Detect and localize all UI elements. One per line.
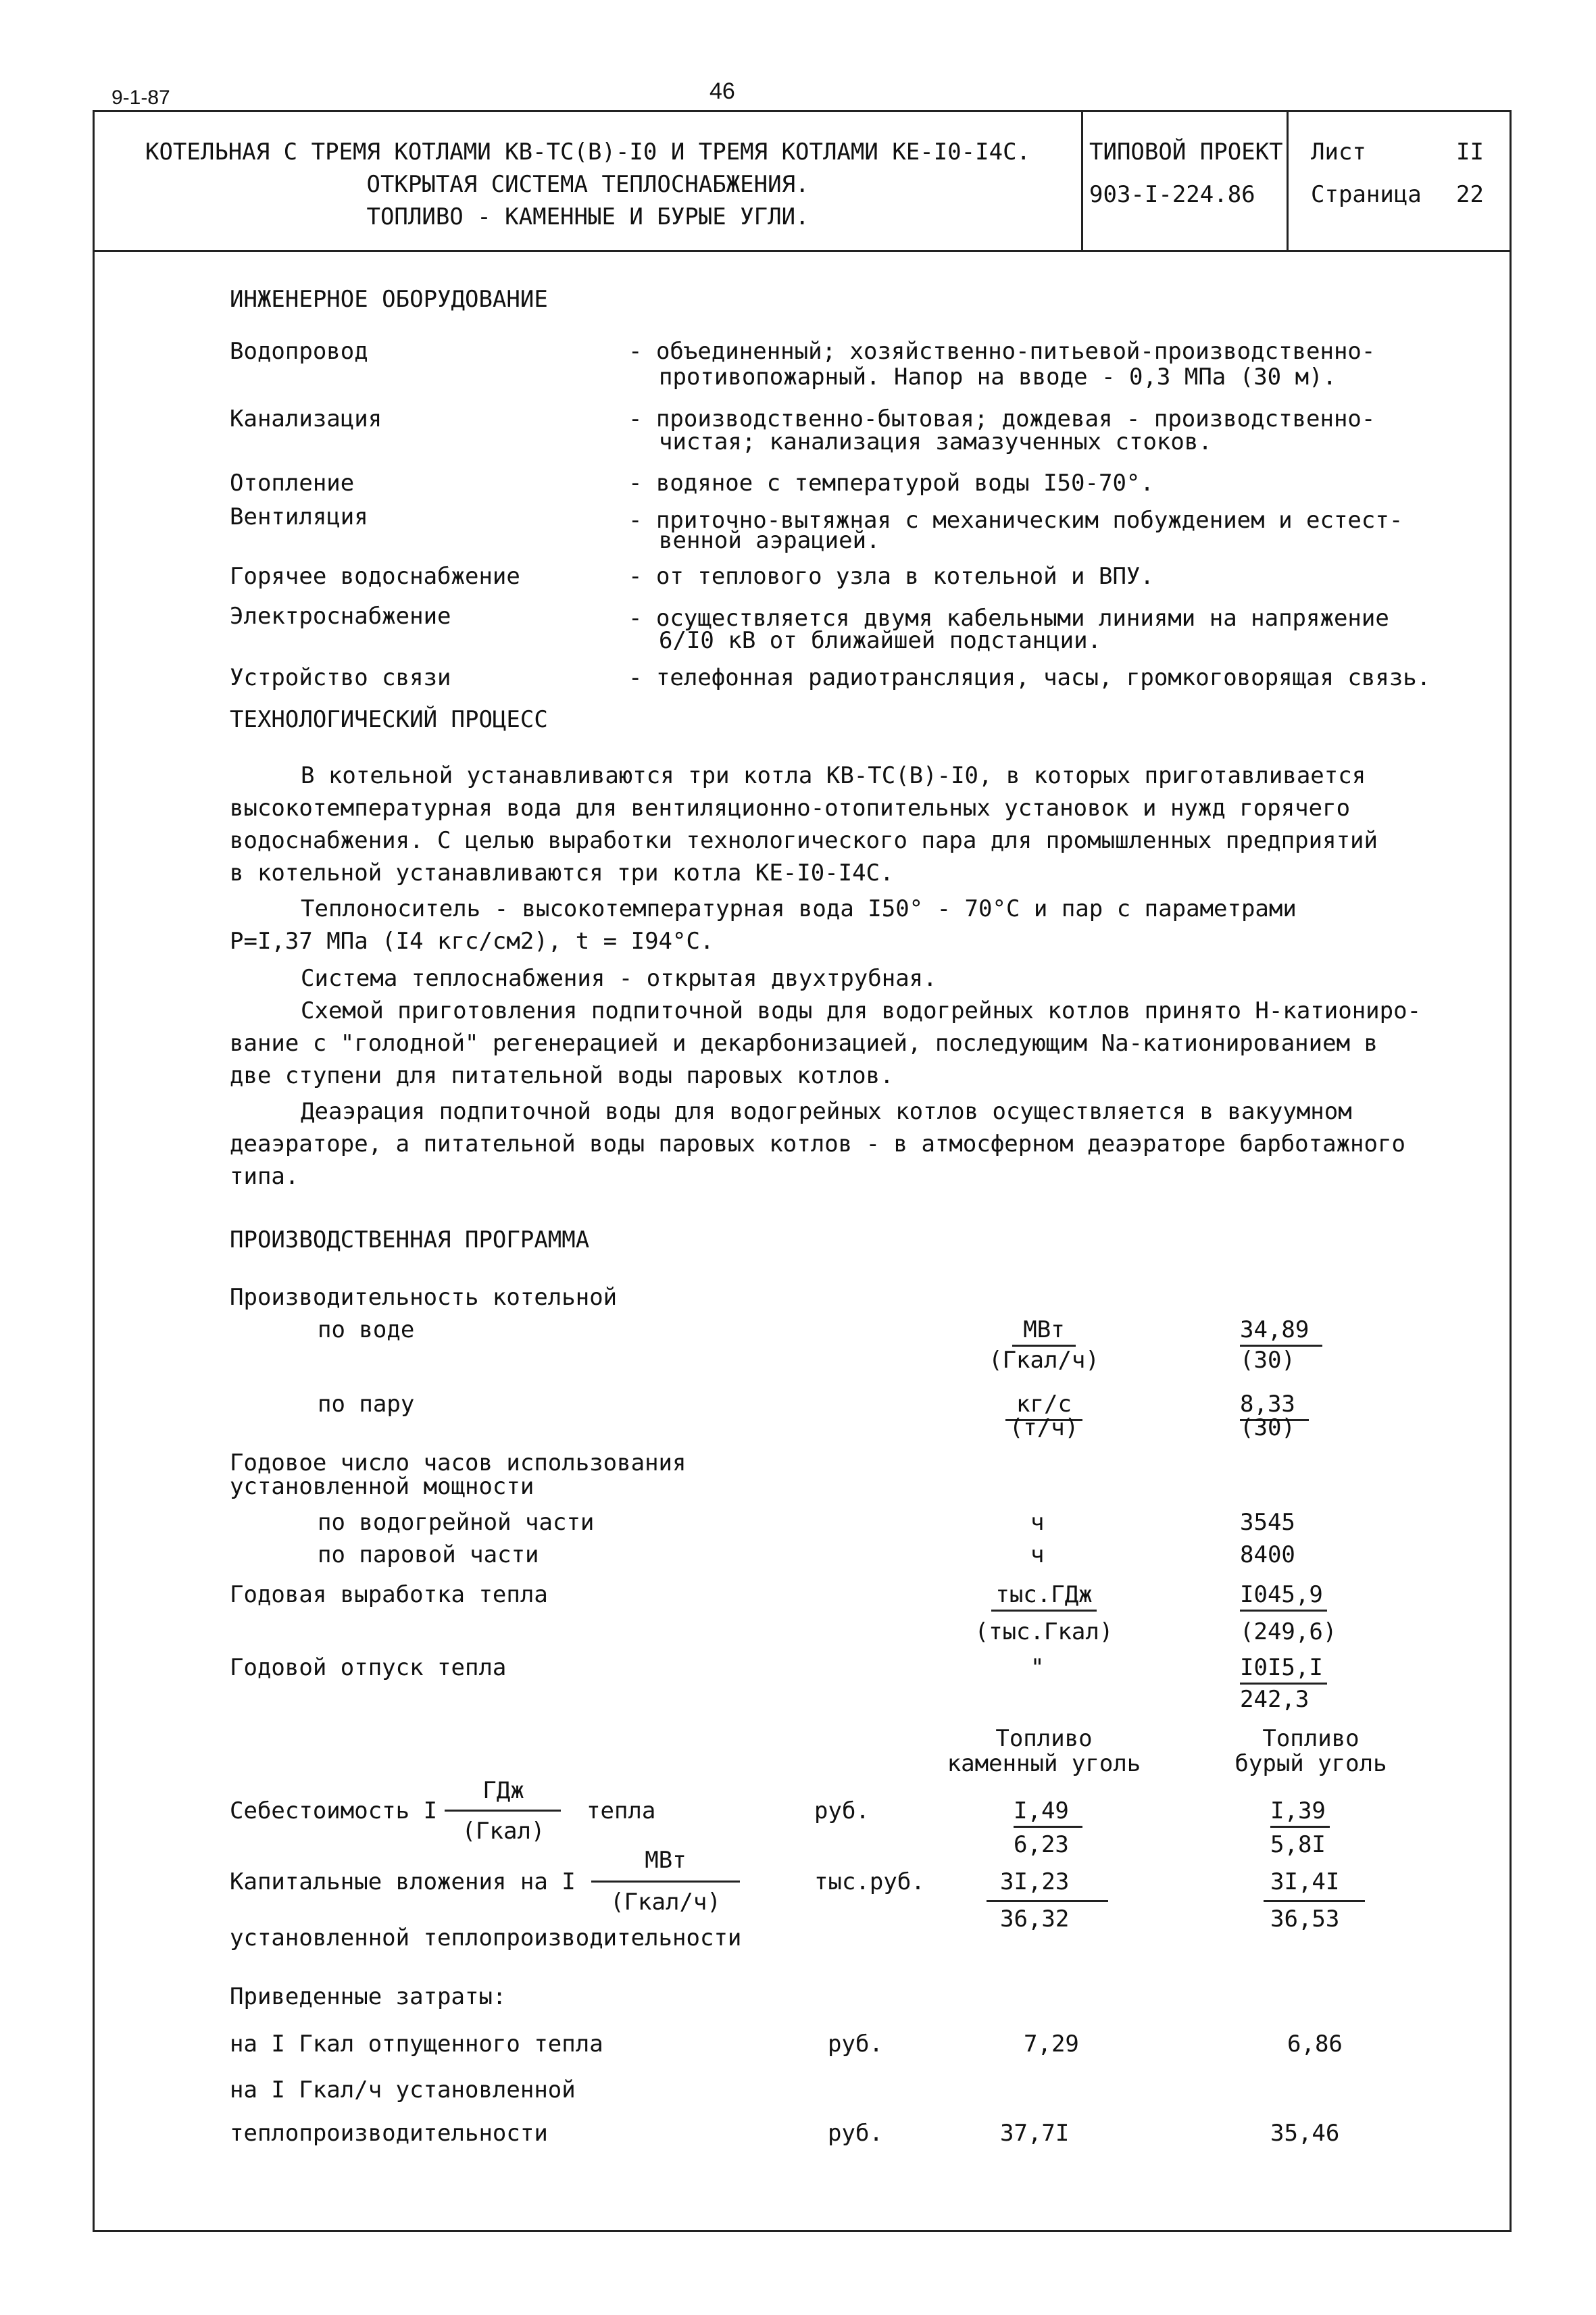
- sheet-label: Лист: [1311, 139, 1366, 166]
- cost-label-b: тепла: [587, 1797, 656, 1824]
- eng-value-power-2: 6/I0 кВ от ближайшей подстанции.: [659, 627, 1102, 654]
- cost-label-a: Себестоимость I: [230, 1797, 438, 1824]
- cost-c2-top-text: I,39: [1270, 1797, 1330, 1828]
- capital-c2-line: [1264, 1900, 1365, 1902]
- eng-value-sewer-1: - производственно-бытовая; дождевая - производственно-: [628, 405, 1376, 432]
- process-p5-l1: Деаэрация подпиточной воды для водогрейных котлов осуществляется в вакуумном: [301, 1098, 1352, 1125]
- annual-output-value-top-text: I045,9: [1240, 1581, 1327, 1612]
- reduced-2-label-2: теплопроизводительности: [230, 2120, 548, 2147]
- header-divider-v1: [1081, 110, 1083, 251]
- capacity-steam-value-top-text: 8,33: [1240, 1391, 1309, 1421]
- capital-c2-bottom: 36,53: [1270, 1906, 1340, 1933]
- capacity-water-label: по воде: [318, 1316, 415, 1343]
- capital-c1-top: 3I,23: [1000, 1868, 1070, 1895]
- header-title-line-2: ОТКРЫТАЯ СИСТЕМА ТЕПЛОСНАБЖЕНИЯ.: [366, 171, 809, 198]
- reduced-2-unit: руб.: [828, 2120, 883, 2147]
- capacity-water-value-top: [1240, 1316, 1322, 1343]
- annual-output-unit-top-text: тыс.ГДж: [991, 1581, 1096, 1612]
- hours-water-value: 3545: [1240, 1509, 1295, 1536]
- document-code: 9-1-87: [111, 86, 170, 109]
- eng-label-comm: Устройство связи: [230, 664, 451, 691]
- capacity-water-unit-top: [959, 1316, 1128, 1343]
- fuel-col-1-line-2: каменный уголь: [947, 1750, 1141, 1777]
- capital-frac-bottom: (Гкал/ч): [610, 1889, 721, 1916]
- annual-release-label: Годовой отпуск тепла: [230, 1654, 507, 1681]
- cost-c2-bottom: 5,8I: [1270, 1831, 1326, 1858]
- capacity-steam-unit-top: [959, 1391, 1128, 1418]
- annual-output-unit-top: [959, 1581, 1128, 1608]
- capacity-water-unit-top-text: МВт: [1012, 1316, 1075, 1347]
- header-title-line-3: ТОПЛИВО - КАМЕННЫЕ И БУРЫЕ УГЛИ.: [366, 203, 809, 230]
- page-number: 46: [709, 78, 735, 104]
- eng-value-water-1: - объединенный; хозяйственно-питьевой-производственно-: [628, 338, 1376, 365]
- process-p1-l2: высокотемпературная вода для вентиляционно-отопительных установок и нужд горячего: [230, 795, 1351, 822]
- hours-steam-label: по паровой части: [318, 1541, 539, 1568]
- project-number: 903-I-224.86: [1089, 181, 1255, 208]
- eng-label-heating: Отопление: [230, 470, 355, 497]
- capital-c1-bottom: 36,32: [1000, 1906, 1070, 1933]
- process-p5-l2: деаэраторе, а питательной воды паровых котлов - в атмосферном деаэраторе барботажного: [230, 1130, 1405, 1158]
- annual-output-value-bottom: (249,6): [1240, 1618, 1337, 1645]
- reduced-1-c1: 7,29: [1024, 2031, 1079, 2058]
- eng-label-power: Электроснабжение: [230, 603, 451, 630]
- eng-label-water: Водопровод: [230, 338, 368, 365]
- fuel-col-1-line-1: Топливо: [995, 1725, 1093, 1752]
- process-p4-l2: вание с "голодной" регенерацией и декарбонизацией, последующим Nа-катионированием в: [230, 1030, 1378, 1057]
- process-p2-l2: Р=I,37 МПа (I4 кгс/см2), t = I94°С.: [230, 928, 714, 955]
- capital-c1-line: [987, 1900, 1108, 1902]
- eng-label-hot-water: Горячее водоснабжение: [230, 563, 520, 590]
- eng-value-water-2: противопожарный. Напор на вводе - 0,3 МПа (30 м).: [659, 364, 1337, 391]
- reduced-2-label-1: на I Гкал/ч установленной: [230, 2076, 576, 2104]
- process-p4-l1: Схемой приготовления подпиточной воды для водогрейных котлов принято Н-катиониро-: [301, 997, 1422, 1024]
- cost-c1-top: [1014, 1797, 1082, 1824]
- process-p5-l3: типа.: [230, 1163, 299, 1190]
- header-divider-v2: [1287, 110, 1289, 251]
- reduced-1-c2: 6,86: [1287, 2031, 1343, 2058]
- eng-label-ventilation: Вентиляция: [230, 503, 368, 530]
- page-value: 22: [1456, 181, 1484, 208]
- process-p1-l1: В котельной устанавливаются три котла КВ-ТС(В)-I0, в которых приготавливается: [301, 762, 1366, 789]
- cost-frac-bottom: (Гкал): [462, 1818, 545, 1845]
- hours-steam-unit: ч: [1030, 1541, 1045, 1568]
- cost-c1-top-text: I,49: [1014, 1797, 1082, 1828]
- annual-release-value-top: [1240, 1654, 1327, 1681]
- capital-frac-line: [591, 1881, 740, 1883]
- process-p1-l3: водоснабжения. С целью выработки технологического пара для промышленных предприятий: [230, 827, 1378, 854]
- process-heading: ТЕХНОЛОГИЧЕСКИЙ ПРОЦЕСС: [230, 706, 548, 733]
- capacity-water-value-bottom: (30): [1240, 1347, 1295, 1374]
- eng-value-hot-water: - от теплового узла в котельной и ВПУ.: [628, 563, 1154, 590]
- cost-c1-bottom: 6,23: [1014, 1831, 1069, 1858]
- capacity-label: Производительность котельной: [230, 1284, 618, 1311]
- reduced-2-c1: 37,7I: [1000, 2120, 1070, 2147]
- reduced-1-unit: руб.: [828, 2031, 883, 2058]
- capital-label-a: Капитальные вложения на I: [230, 1868, 576, 1895]
- cost-frac-line: [445, 1810, 561, 1812]
- capital-frac-top: МВт: [645, 1847, 687, 1874]
- process-p1-l4: в котельной устанавливаются три котла КЕ-I0-I4С.: [230, 860, 894, 887]
- hours-water-unit: ч: [1030, 1509, 1045, 1536]
- hours-label-1: Годовое число часов использования: [230, 1449, 687, 1476]
- annual-release-value-top-text: I0I5,I: [1240, 1654, 1327, 1685]
- eng-label-sewer: Канализация: [230, 405, 382, 432]
- annual-release-unit: ": [1030, 1654, 1045, 1681]
- eng-value-sewer-2: чистая; канализация замазученных стоков.: [659, 428, 1212, 455]
- annual-output-unit-bottom: (тыс.Гкал): [974, 1618, 1114, 1645]
- cost-c2-top: [1270, 1797, 1330, 1824]
- capacity-steam-value-bottom: (30): [1240, 1414, 1295, 1441]
- eng-value-heating: - водяное с температурой воды I50-70°.: [628, 470, 1154, 497]
- capacity-water-value-top-text: 34,89: [1240, 1316, 1322, 1347]
- process-p3-l1: Система теплоснабжения - открытая двухтрубная.: [301, 965, 937, 992]
- page-label: Страница: [1311, 181, 1422, 208]
- eng-value-comm: - телефонная радиотрансляция, часы, громкоговорящая связь.: [628, 664, 1431, 691]
- capacity-steam-unit-bottom: (т/ч): [1009, 1414, 1079, 1441]
- process-p2-l1: Теплоноситель - высокотемпературная вода I50° - 70°С и пар с параметрами: [301, 895, 1297, 922]
- engineering-heading: ИНЖЕНЕРНОЕ ОБОРУДОВАНИЕ: [230, 286, 548, 313]
- reduced-1-label: на I Гкал отпущенного тепла: [230, 2031, 603, 2058]
- project-label: ТИПОВОЙ ПРОЕКТ: [1089, 139, 1283, 166]
- hours-water-label: по водогрейной части: [318, 1509, 595, 1536]
- reduced-2-c2: 35,46: [1270, 2120, 1340, 2147]
- eng-value-ventilation-1: - приточно-вытяжная с механическим побуждением и естест-: [628, 507, 1403, 534]
- annual-release-value-bottom: 242,3: [1240, 1686, 1310, 1713]
- header-divider: [93, 250, 1512, 252]
- capacity-steam-label: по пару: [318, 1391, 415, 1418]
- process-p4-l3: две ступени для питательной воды паровых котлов.: [230, 1062, 894, 1089]
- annual-output-label: Годовая выработка тепла: [230, 1581, 548, 1608]
- program-heading: ПРОИЗВОДСТВЕННАЯ ПРОГРАММА: [230, 1226, 590, 1253]
- fuel-col-2-line-2: бурый уголь: [1235, 1750, 1387, 1777]
- capital-label-b: установленной теплопроизводительности: [230, 1924, 742, 1951]
- header-title-line-1: КОТЕЛЬНАЯ С ТРЕМЯ КОТЛАМИ КВ-ТС(В)-I0 И ТРЕМЯ КОТЛАМИ КЕ-I0-I4С.: [145, 139, 1031, 166]
- cost-unit: руб.: [814, 1797, 870, 1824]
- cost-frac-top: ГДж: [482, 1777, 524, 1804]
- annual-output-value-top: [1240, 1581, 1327, 1608]
- capital-c2-top: 3I,4I: [1270, 1868, 1340, 1895]
- hours-label-2: установленной мощности: [230, 1473, 534, 1500]
- fuel-col-2-line-1: Топливо: [1262, 1725, 1360, 1752]
- capacity-steam-value-top: [1240, 1391, 1309, 1418]
- reduced-label: Приведенные затраты:: [230, 1983, 507, 2010]
- hours-steam-value: 8400: [1240, 1541, 1295, 1568]
- sheet-value: II: [1456, 139, 1484, 166]
- capital-unit: тыс.руб.: [814, 1868, 925, 1895]
- eng-value-power-1: - осуществляется двумя кабельными линиями на напряжение: [628, 605, 1389, 632]
- capacity-steam-unit-top-text: кг/с: [1005, 1391, 1082, 1421]
- eng-value-ventilation-2: венной аэрацией.: [659, 527, 880, 554]
- capacity-water-unit-bottom: (Гкал/ч): [989, 1347, 1099, 1374]
